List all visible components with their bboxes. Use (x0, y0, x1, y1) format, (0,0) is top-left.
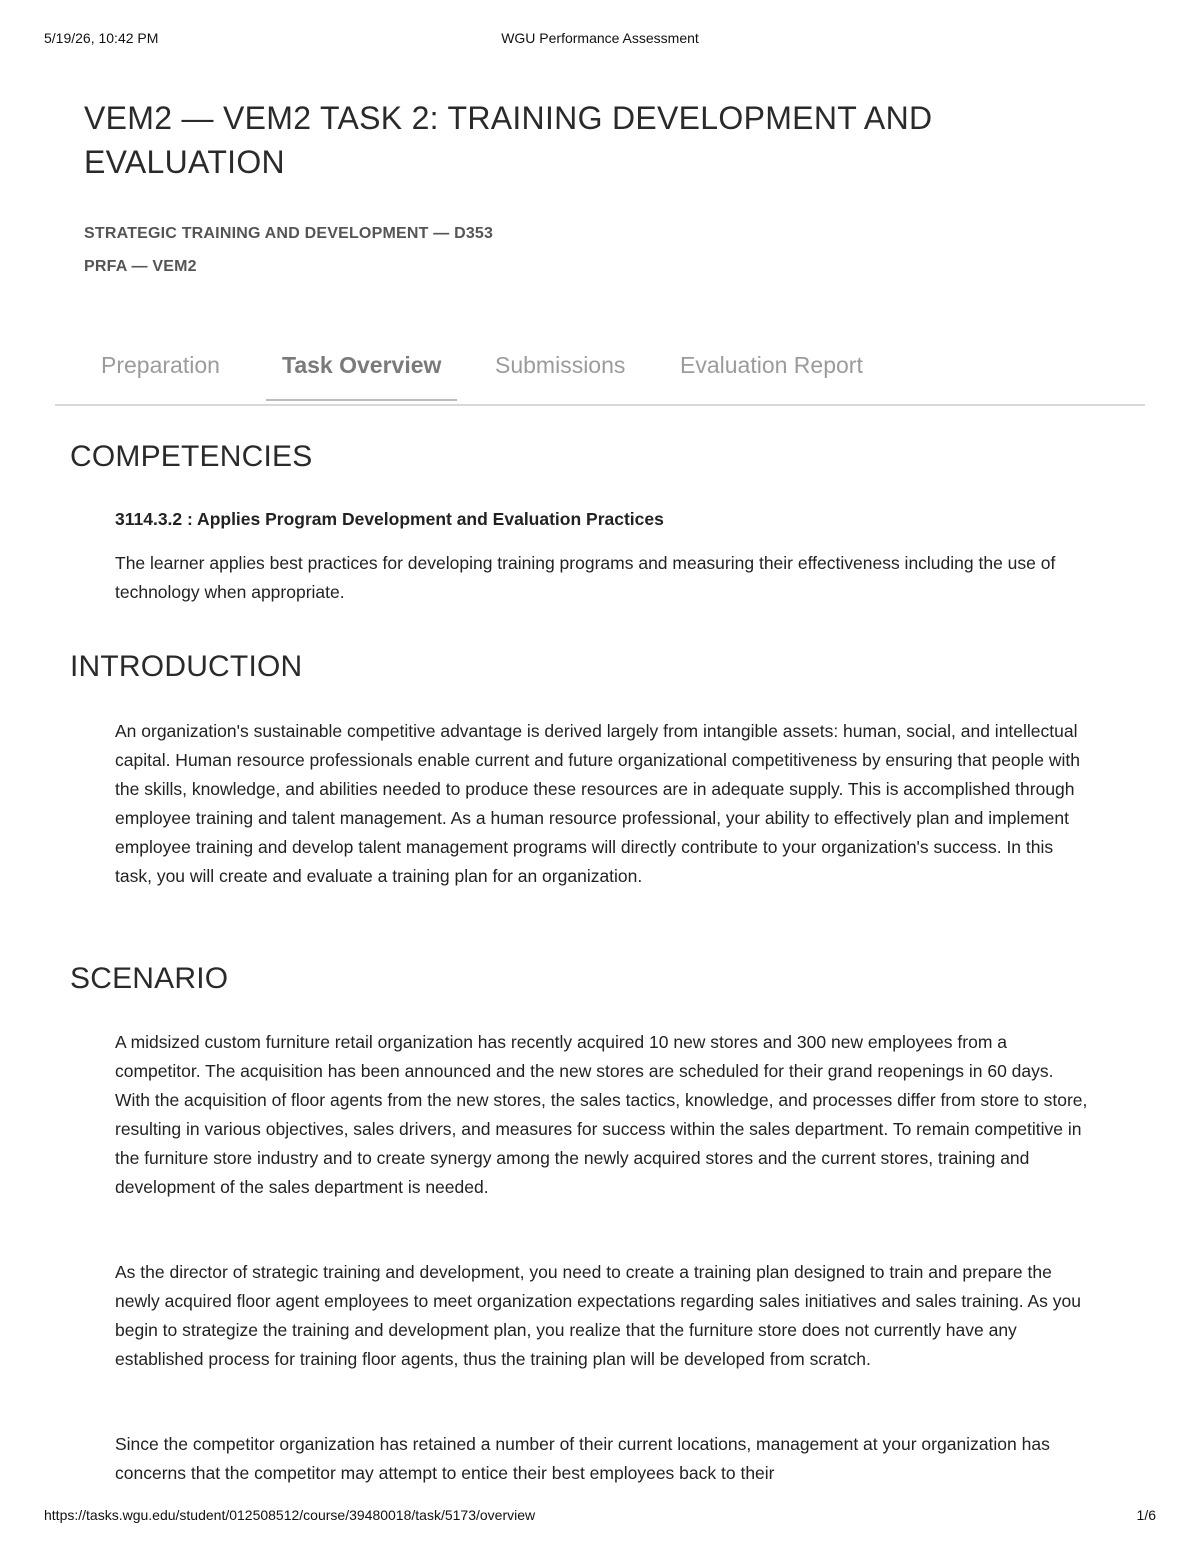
tab-task-overview[interactable]: Task Overview (282, 352, 442, 378)
competency-title: 3114.3.2 : Applies Program Development and Evaluation Practices (115, 509, 664, 529)
tab-bar (55, 338, 1145, 406)
scenario-paragraph-3: Since the competitor organization has retained a number of their current locations, management at your organization has concerns that the competitor may attempt to entice their best employees back to their (115, 1434, 1050, 1483)
print-date: 5/19/26, 10:42 PM (44, 30, 159, 46)
tab-submissions[interactable]: Submissions (495, 352, 626, 378)
scenario-paragraph-1: A midsized custom furniture retail organization has recently acquired 10 new stores and 300 new employees from a competitor. The acquisition has been announced and the new stores are scheduled for their grand reopenings in 60 days. With the acquisition of floor agents from the new stores, the sales tactics, knowledge, and processes differ from store to store, resulting in various objectives, sales drivers, and measures for success within the sales department. To remain competitive in the furniture store industry and to create synergy among the newly acquired stores and the current stores, training and development of the sales department is needed. (115, 1032, 1088, 1197)
tab-evaluation-report[interactable]: Evaluation Report (680, 352, 863, 378)
page-number: 1/6 (1136, 1507, 1156, 1523)
print-footer (44, 1507, 1156, 1527)
task-meta (84, 217, 493, 283)
competencies-heading: COMPETENCIES (70, 440, 313, 473)
competency-description: The learner applies best practices for developing training programs and measuring their effectiveness including the use of technology when appropriate. (115, 553, 1056, 602)
print-url: https://tasks.wgu.edu/student/012508512/course/39480018/task/5173/overview (44, 1507, 536, 1523)
assessment-code: PRFA — VEM2 (84, 258, 197, 275)
print-header (44, 30, 1156, 50)
course-name: STRATEGIC TRAINING AND DEVELOPMENT — D353 (84, 225, 494, 242)
tab-preparation[interactable]: Preparation (101, 352, 220, 378)
scenario-paragraph-2: As the director of strategic training and development, you need to create a training plan designed to train and prepare the newly acquired floor agent employees to meet organization expectations regarding sales initiatives and sales training. As you begin to strategize the training and development plan, you realize that the furniture store does not currently have any established process for training floor agents, thus the training plan will be developed from scratch. (115, 1262, 1081, 1369)
print-document-title: WGU Performance Assessment (501, 30, 699, 46)
introduction-paragraph: An organization's sustainable competitive advantage is derived largely from intangible assets: human, social, and intellectual capital. Human resource professionals enable current and future organizational competitiveness by ensuring that people with the skills, knowledge, and abilities needed to produce these resources are in adequate supply. This is accomplished through employee training and talent management. As a human resource professional, your ability to effectively plan and implement employee training and develop talent management programs will directly contribute to your organization's success. In this task, you will create and evaluate a training plan for an organization. (115, 721, 1081, 886)
page-title: VEM2 — VEM2 TASK 2: TRAINING DEVELOPMENT AND EVALUATION (84, 100, 933, 180)
scenario-heading: SCENARIO (70, 962, 229, 995)
introduction-heading: INTRODUCTION (70, 650, 303, 683)
